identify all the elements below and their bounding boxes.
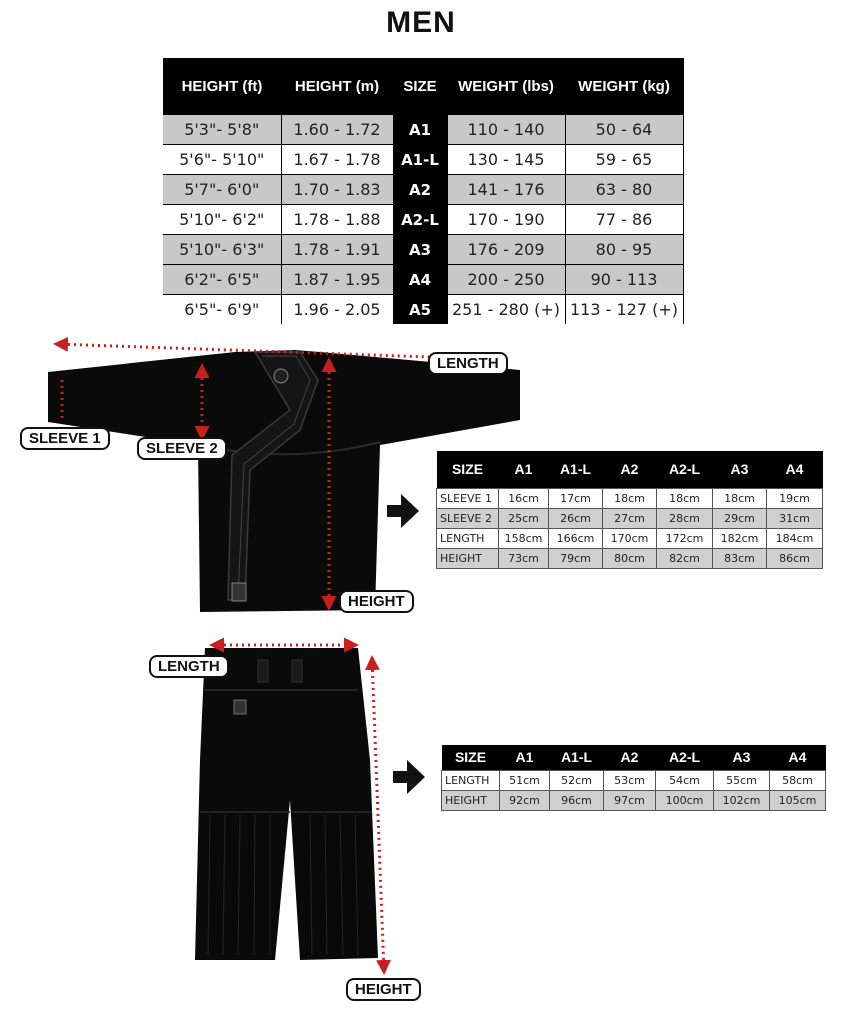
gi-pants-illustration xyxy=(195,648,378,960)
header-cell: A4 xyxy=(770,745,826,770)
cell: 29cm xyxy=(713,508,767,528)
cell: 5'6"- 5'10" xyxy=(163,145,281,175)
table-row xyxy=(437,488,823,508)
cell: 54cm xyxy=(656,770,714,790)
cell: 80cm xyxy=(603,548,657,568)
right-arrow-icon xyxy=(387,494,419,528)
cell: 1.87 - 1.95 xyxy=(281,265,393,295)
cell: 6'5"- 6'9" xyxy=(163,295,281,325)
sleeve1-label: SLEEVE 1 xyxy=(20,427,110,450)
size-cell: A2 xyxy=(393,175,447,205)
cell: 170 - 190 xyxy=(447,205,565,235)
cell: 166cm xyxy=(549,528,603,548)
cell: 97cm xyxy=(604,790,656,810)
cell: 63 - 80 xyxy=(565,175,683,205)
cell: 58cm xyxy=(770,770,826,790)
size-cell: A2-L xyxy=(393,205,447,235)
cell: 170cm xyxy=(603,528,657,548)
size-cell: A1 xyxy=(393,115,447,145)
cell: 6'2"- 6'5" xyxy=(163,265,281,295)
header-cell: A4 xyxy=(767,451,823,488)
cell: 182cm xyxy=(713,528,767,548)
cell: 1.78 - 1.91 xyxy=(281,235,393,265)
cell: 1.96 - 2.05 xyxy=(281,295,393,325)
cell: 251 - 280 (+) xyxy=(447,295,565,325)
cell: 90 - 113 xyxy=(565,265,683,295)
header-cell: A1 xyxy=(499,451,549,488)
header-cell: A1-L xyxy=(550,745,604,770)
cell: 18cm xyxy=(713,488,767,508)
cell: 100cm xyxy=(656,790,714,810)
cell: 5'10"- 6'2" xyxy=(163,205,281,235)
header-cell: A2-L xyxy=(656,745,714,770)
cell: 130 - 145 xyxy=(447,145,565,175)
header-cell: A1-L xyxy=(549,451,603,488)
right-arrow-icon xyxy=(393,760,425,794)
cell: 1.67 - 1.78 xyxy=(281,145,393,175)
cell: 172cm xyxy=(657,528,713,548)
cell: 5'10"- 6'3" xyxy=(163,235,281,265)
header-cell: A1 xyxy=(500,745,550,770)
size-cell: A1-L xyxy=(393,145,447,175)
cell: 25cm xyxy=(499,508,549,528)
pants-height-label: HEIGHT xyxy=(346,978,421,1001)
header-size: SIZE xyxy=(393,58,447,115)
row-label: HEIGHT xyxy=(437,548,499,568)
cell: 50 - 64 xyxy=(565,115,683,145)
cell: 77 - 86 xyxy=(565,205,683,235)
cell: 26cm xyxy=(549,508,603,528)
cell: 200 - 250 xyxy=(447,265,565,295)
table-row xyxy=(437,508,823,528)
cell: 83cm xyxy=(713,548,767,568)
sleeve2-label: SLEEVE 2 xyxy=(137,437,227,460)
pants-length-label: LENGTH xyxy=(149,655,229,678)
header-cell: SIZE xyxy=(442,745,500,770)
cell: 19cm xyxy=(767,488,823,508)
header-cell: A2 xyxy=(604,745,656,770)
cell: 86cm xyxy=(767,548,823,568)
header-cell: A2 xyxy=(603,451,657,488)
cell: 28cm xyxy=(657,508,713,528)
cell: 17cm xyxy=(549,488,603,508)
size-cell: A3 xyxy=(393,235,447,265)
table-row xyxy=(442,790,826,810)
table-row xyxy=(437,528,823,548)
cell: 80 - 95 xyxy=(565,235,683,265)
table-row xyxy=(442,770,826,790)
header-cell: SIZE xyxy=(437,451,499,488)
cell: 113 - 127 (+) xyxy=(565,295,683,325)
header-height-m: HEIGHT (m) xyxy=(281,58,393,115)
header-height-ft: HEIGHT (ft) xyxy=(163,58,281,115)
cell: 82cm xyxy=(657,548,713,568)
header-weight-kg: WEIGHT (kg) xyxy=(565,58,683,115)
jacket-measurement-table xyxy=(436,451,823,569)
size-cell: A4 xyxy=(393,265,447,295)
cell: 184cm xyxy=(767,528,823,548)
cell: 5'7"- 6'0" xyxy=(163,175,281,205)
cell: 110 - 140 xyxy=(447,115,565,145)
table-row xyxy=(437,548,823,568)
cell: 55cm xyxy=(714,770,770,790)
cell: 1.70 - 1.83 xyxy=(281,175,393,205)
pants-measurement-table xyxy=(441,745,826,811)
cell: 31cm xyxy=(767,508,823,528)
table-header-row xyxy=(437,451,823,488)
cell: 105cm xyxy=(770,790,826,810)
cell: 79cm xyxy=(549,548,603,568)
jacket-height-label: HEIGHT xyxy=(339,590,414,613)
cell: 1.60 - 1.72 xyxy=(281,115,393,145)
cell: 176 - 209 xyxy=(447,235,565,265)
cell: 53cm xyxy=(604,770,656,790)
header-cell: A3 xyxy=(714,745,770,770)
row-label: SLEEVE 2 xyxy=(437,508,499,528)
size-cell: A5 xyxy=(393,295,447,325)
cell: 96cm xyxy=(550,790,604,810)
cell: 1.78 - 1.88 xyxy=(281,205,393,235)
cell: 59 - 65 xyxy=(565,145,683,175)
cell: 158cm xyxy=(499,528,549,548)
row-label: SLEEVE 1 xyxy=(437,488,499,508)
cell: 92cm xyxy=(500,790,550,810)
cell: 18cm xyxy=(603,488,657,508)
cell: 51cm xyxy=(500,770,550,790)
cell: 102cm xyxy=(714,790,770,810)
row-label: LENGTH xyxy=(437,528,499,548)
cell: 18cm xyxy=(657,488,713,508)
cell: 27cm xyxy=(603,508,657,528)
cell: 52cm xyxy=(550,770,604,790)
header-cell: A2-L xyxy=(657,451,713,488)
row-label: LENGTH xyxy=(442,770,500,790)
cell: 5'3"- 5'8" xyxy=(163,115,281,145)
header-weight-lbs: WEIGHT (lbs) xyxy=(447,58,565,115)
row-label: HEIGHT xyxy=(442,790,500,810)
page-title: MEN xyxy=(386,6,456,39)
cell: 141 - 176 xyxy=(447,175,565,205)
cell: 73cm xyxy=(499,548,549,568)
cell: 16cm xyxy=(499,488,549,508)
table-header-row xyxy=(442,745,826,770)
jacket-length-label: LENGTH xyxy=(428,352,508,375)
header-cell: A3 xyxy=(713,451,767,488)
